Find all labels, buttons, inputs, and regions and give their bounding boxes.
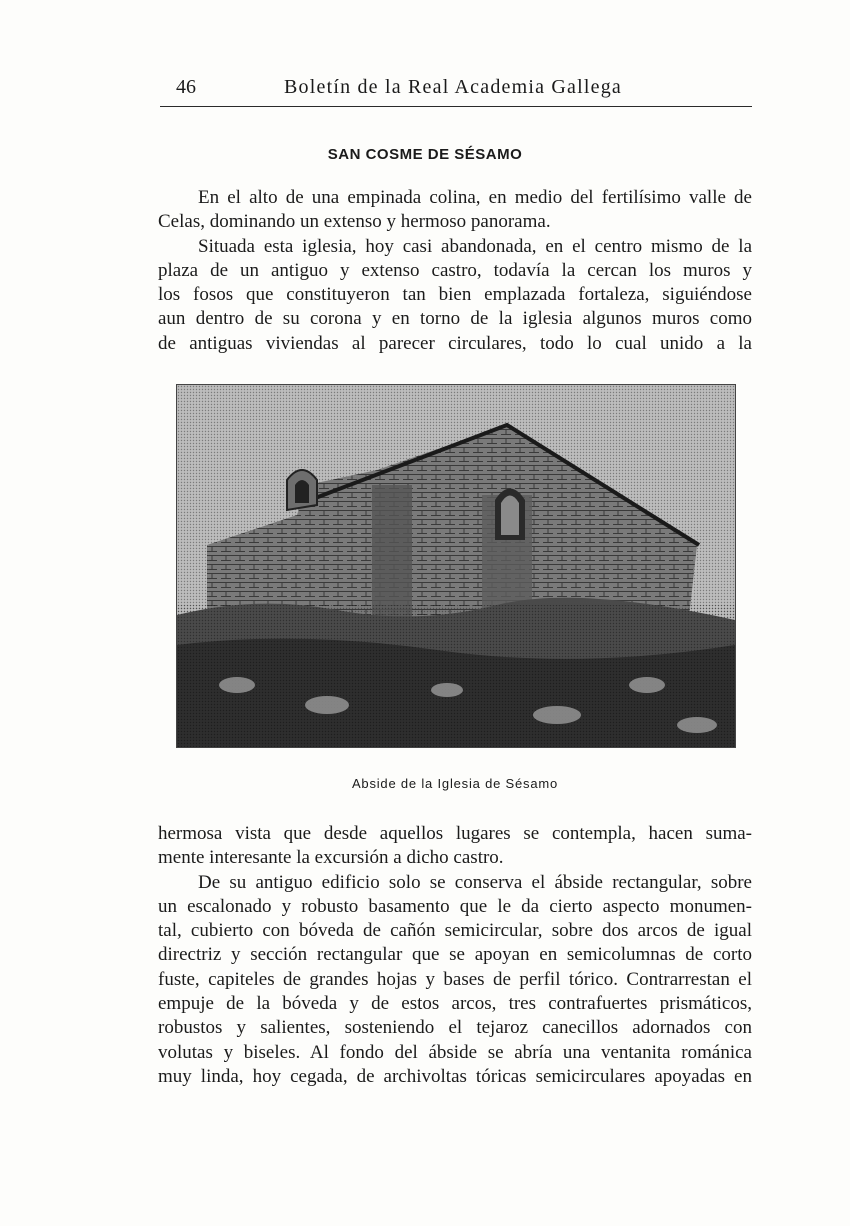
text-line: volutas y biseles. Al fondo del ábside se abría una ventanita románica [158,1041,752,1063]
text-block-before-photo [158,186,752,356]
church-apse-photo [176,384,736,748]
text-line: de antiguas viviendas al parecer circulares, todo lo cual unido a la [158,332,752,354]
page-header [160,74,752,107]
text-line: directriz y sección rectangular que se apoyan en semicolumnas de corto [158,944,752,966]
text-line: muy linda, hoy cegada, de archivoltas tóricas semicirculares apoyadas en [158,1065,752,1087]
text-line: Celas, dominando un extenso y hermoso panorama. [158,211,551,233]
text-line: un escalonado y robusto basamento que le da cierto aspecto monumen- [158,895,752,917]
text-line: En el alto de una empinada colina, en medio del fertilísimo valle de [198,187,752,208]
text-line: aun dentro de su corona y en torno de la iglesia algunos muros como [158,308,752,330]
text-block-after-photo [158,822,752,1089]
text-line: hermosa vista que desde aquellos lugares se contempla, hacen suma- [158,823,752,844]
article-title: SAN COSME DE SÉSAMO [327,146,523,163]
text-line: tal, cubierto con bóveda de cañón semicircular, sobre dos arcos de igual [158,920,752,942]
text-line: Situada esta iglesia, hoy casi abandonada, en el centro mismo de la [198,235,752,257]
text-line: robustos y salientes, sosteniendo el tejaroz canecillos adornados con [158,1017,752,1039]
text-line: los fosos que constituyeron tan bien emplazada fortaleza, siguiéndose [158,284,752,306]
text-line: De su antiguo edificio solo se conserva el ábside rectangular, sobre [198,871,752,893]
text-line: fuste, capiteles de grandes hojas y bases de perfil tórico. Contrarrestan el [158,968,752,990]
text-line: plaza de un antiguo y extenso castro, todavía la cercan los muros y [158,259,752,281]
running-head: Boletín de la Real Academia Gallega [284,76,622,98]
page-number: 46 [176,76,196,98]
text-line: empuje de la bóveda y de estos arcos, tres contrafuertes prismáticos, [158,993,752,1015]
photo-caption: Abside de la Iglesia de Sésamo [351,776,559,791]
text-line: mente interesante la excursión a dicho castro. [158,847,504,869]
